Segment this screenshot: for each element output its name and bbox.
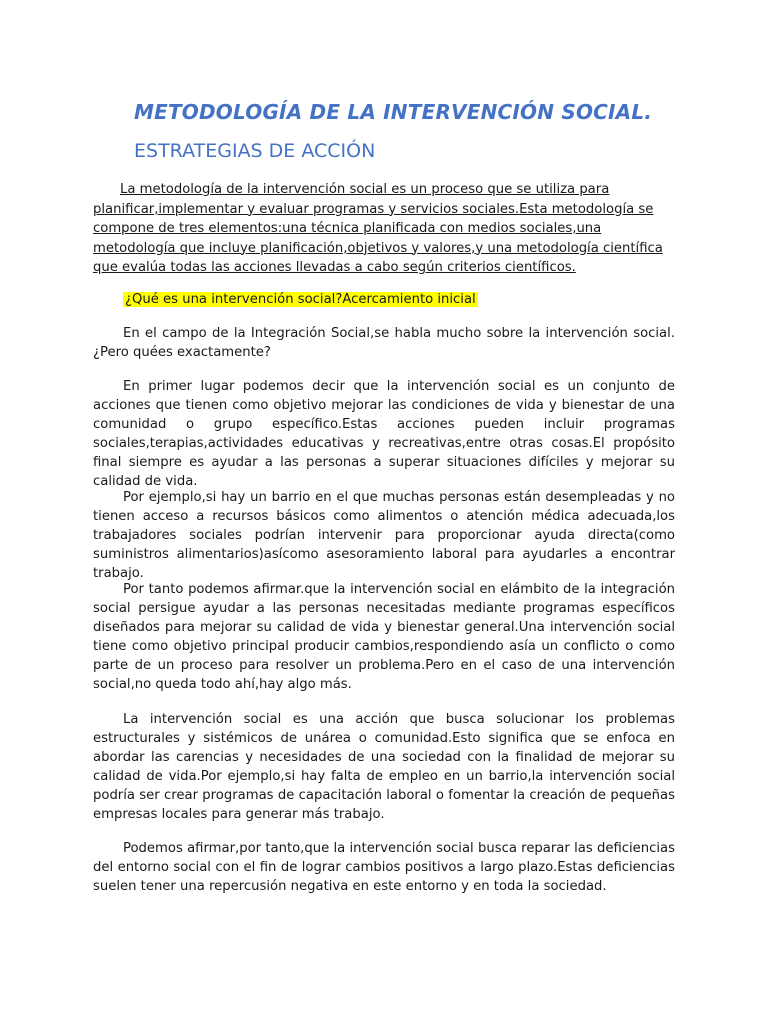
highlighted-heading: ¿Qué es una intervención social?Acercamiento inicial xyxy=(125,292,476,307)
body-paragraph: Podemos afirmar,por tanto,que la intervención social busca reparar las deficiencias del entorno social con el fin de lograr cambios positivos a largo plazo.Estas deficiencias suelen tener una repercusión negativa en este entorno y en toda la sociedad. xyxy=(93,841,675,894)
section-heading xyxy=(123,290,478,309)
body-paragraph: En el campo de la Integración Social,se habla mucho sobre la intervención social.¿Pero quées exactamente? xyxy=(93,326,675,360)
body-paragraph: La intervención social es una acción que busca solucionar los problemas estructurales y sistémicos de unárea o comunidad.Esto significa que se enfoca en abordar las carencias y necesidades de una sociedad con la finalidad de mejorar su calidad de vida.Por ejemplo,si hay falta de empleo en un barrio,la intervención social podría ser crear programas de capacitación laboral o fomentar la creación de pequeñas empresas locales para generar más trabajo. xyxy=(93,712,675,822)
document-title: METODOLOGÍA DE LA INTERVENCIÓN SOCIAL. xyxy=(134,100,653,124)
document-subtitle: ESTRATEGIAS DE ACCIÓN xyxy=(134,140,376,162)
body-paragraph: Por ejemplo,si hay un barrio en el que muchas personas están desempleadas y no tienen acceso a recursos básicos como alimentos o atención médica adecuada,los trabajadores sociales podrían intervenir para proporcionar ayuda directa(como suministros alimentarios)asícomo asesoramiento laboral para ayudarles a encontrar trabajo. xyxy=(93,490,675,581)
body-paragraph: Por tanto podemos afirmar.que la intervención social en elámbito de la integración social persigue ayudar a las personas necesitadas mediante programas específicos diseñados para mejorar su calidad de vida y bienestar general.Una intervención social tiene como objetivo principal producir cambios,respondiendo asía un conflicto o como parte de un proceso para resolver un problema.Pero en el caso de una intervención social,no queda todo ahí,hay algo más. xyxy=(93,582,675,692)
intro-text: La metodología de la intervención social es un proceso que se utiliza para planificar,implementar y evaluar programas y servicios sociales.Esta metodología se compone de tres elementos:una técnica planificada con medios sociales,una metodología que incluye planificación,objetivos y valores,y una metodología científica que evalúa todas las acciones llevadas a cabo según criterios científicos. xyxy=(93,182,663,275)
intro-indent xyxy=(93,182,120,197)
body-paragraph: En primer lugar podemos decir que la intervención social es un conjunto de acciones que tienen como objetivo mejorar las condiciones de vida y bienestar de una comunidad o grupo específico.Estas acciones pueden incluir programas sociales,terapias,actividades educativas y recreativas,entre otras cosas.El propósito final siempre es ayudar a las personas a superar situaciones difíciles y mejorar su calidad de vida. xyxy=(93,379,675,489)
intro-paragraph xyxy=(93,180,675,278)
